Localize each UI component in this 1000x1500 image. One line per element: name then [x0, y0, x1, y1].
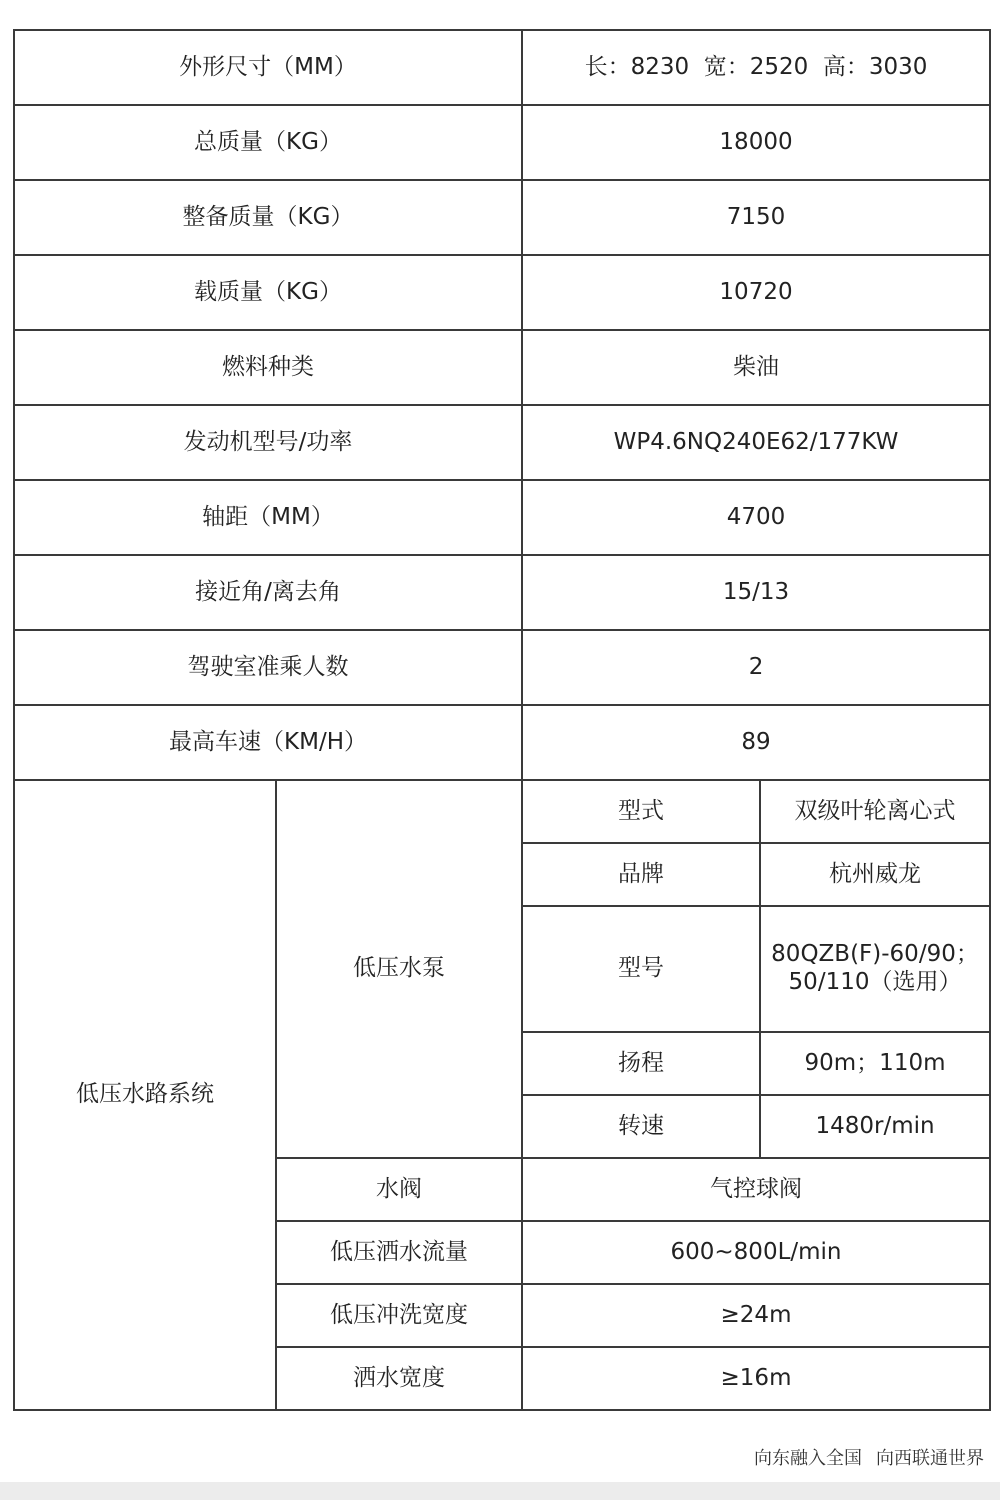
spec-row [14, 405, 990, 480]
spec-value: 7150 [522, 180, 990, 255]
pump-value: 双级叶轮离心式 [760, 780, 990, 843]
system-label: 低压水路系统 [14, 780, 276, 1410]
spec-label: 整备质量（KG） [14, 180, 522, 255]
spec-label: 总质量（KG） [14, 105, 522, 180]
slogan-left: 向东融入全国 [754, 1448, 862, 1469]
spec-value: 4700 [522, 480, 990, 555]
spec-row [14, 480, 990, 555]
spec-value: 2 [522, 630, 990, 705]
pump-key: 转速 [522, 1095, 760, 1158]
model-line-2: 50/110（选用） [788, 969, 962, 995]
pump-value: 90m；110m [760, 1032, 990, 1095]
spec-label: 外形尺寸（MM） [14, 30, 522, 105]
footer-slogan [754, 1444, 984, 1470]
system-key: 低压洒水流量 [276, 1221, 522, 1284]
pump-value-multiline [760, 906, 990, 1032]
system-key: 水阀 [276, 1158, 522, 1221]
system-value: ≥16m [522, 1347, 990, 1410]
pump-value: 1480r/min [760, 1095, 990, 1158]
pump-key: 扬程 [522, 1032, 760, 1095]
system-value: 气控球阀 [522, 1158, 990, 1221]
slogan-right: 向西联通世界 [876, 1448, 984, 1469]
spec-value: 柴油 [522, 330, 990, 405]
system-key: 洒水宽度 [276, 1347, 522, 1410]
spec-label: 轴距（MM） [14, 480, 522, 555]
pump-key: 型号 [522, 906, 760, 1032]
spec-label: 最高车速（KM/H） [14, 705, 522, 780]
spec-value: 18000 [522, 105, 990, 180]
system-value: 600~800L/min [522, 1221, 990, 1284]
spec-row [14, 30, 990, 105]
pump-value: 杭州威龙 [760, 843, 990, 906]
spec-value: 89 [522, 705, 990, 780]
spec-row [14, 180, 990, 255]
spec-label: 载质量（KG） [14, 255, 522, 330]
spec-row [14, 630, 990, 705]
system-row [14, 780, 990, 843]
spec-row [14, 705, 990, 780]
bottom-bar [0, 1482, 1000, 1500]
spec-label: 发动机型号/功率 [14, 405, 522, 480]
spec-value: WP4.6NQ240E62/177KW [522, 405, 990, 480]
spec-row [14, 555, 990, 630]
spec-row [14, 105, 990, 180]
pump-key: 型式 [522, 780, 760, 843]
spec-label: 驾驶室准乘人数 [14, 630, 522, 705]
spec-value: 10720 [522, 255, 990, 330]
system-value: ≥24m [522, 1284, 990, 1347]
spec-value: 长：8230 宽：2520 高：3030 [522, 30, 990, 105]
spec-row [14, 255, 990, 330]
system-key: 低压冲洗宽度 [276, 1284, 522, 1347]
pump-label: 低压水泵 [276, 780, 522, 1158]
spec-label: 接近角/离去角 [14, 555, 522, 630]
model-line-1: 80QZB(F)-60/90； [771, 941, 979, 968]
spec-table [13, 29, 991, 1411]
spec-value: 15/13 [522, 555, 990, 630]
spec-row [14, 330, 990, 405]
pump-key: 品牌 [522, 843, 760, 906]
spec-label: 燃料种类 [14, 330, 522, 405]
